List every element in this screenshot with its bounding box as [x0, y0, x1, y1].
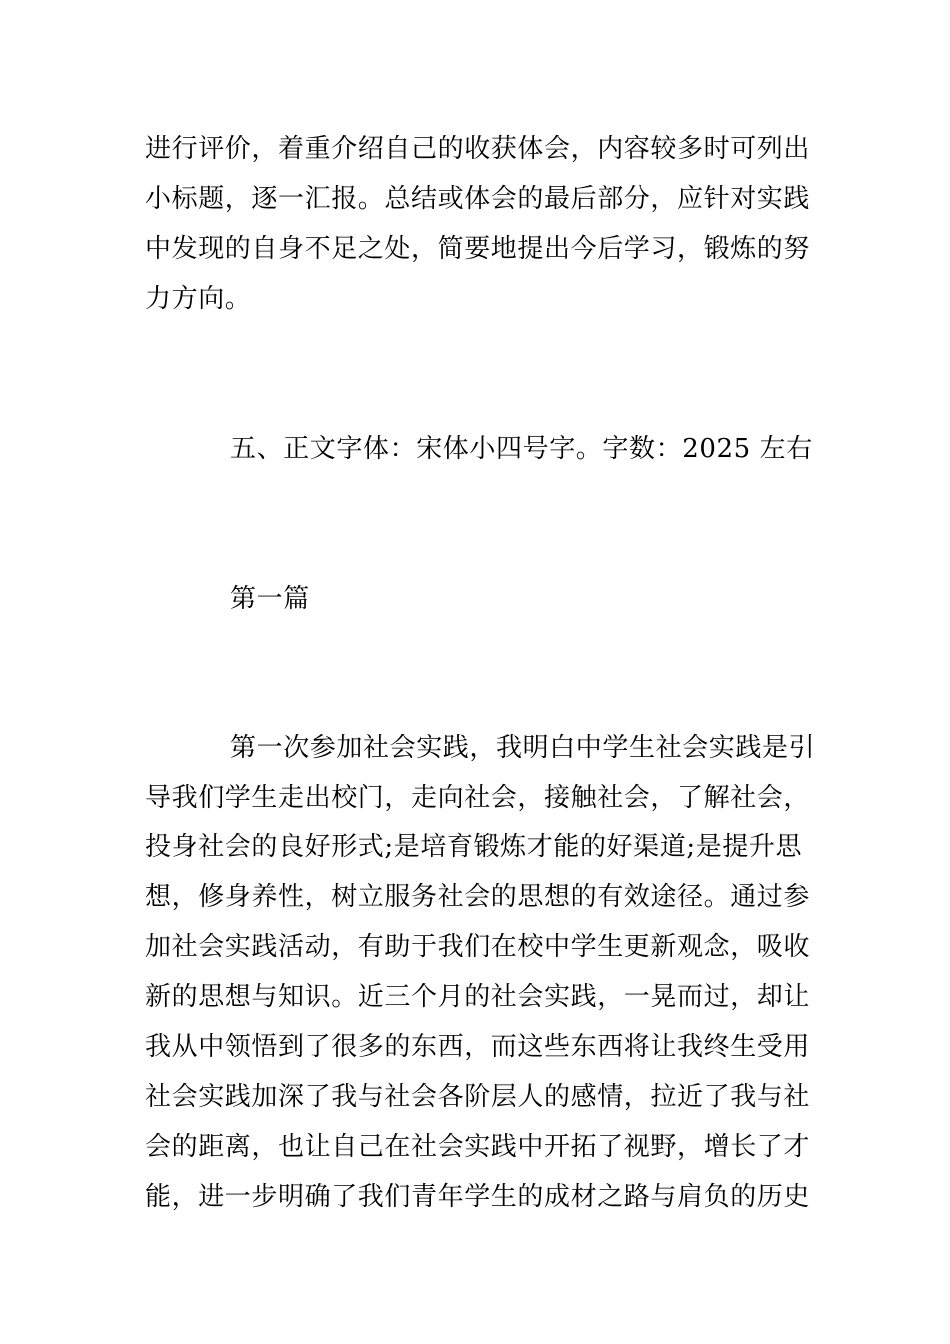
paragraph-line: 会的距离，也让自己在社会实践中开拓了视野，增长了才	[145, 1132, 811, 1162]
paragraph-line: 第一次参加社会实践，我明白中学生社会实践是引	[230, 733, 816, 763]
paragraph-line: 想，修身养性，树立服务社会的思想的有效途径。通过参	[145, 882, 811, 912]
paragraph-line: 新的思想与知识。近三个月的社会实践，一晃而过，却让	[145, 982, 811, 1012]
paragraph-line: 投身社会的良好形式;是培育锻炼才能的好渠道;是提升思	[145, 832, 803, 862]
paragraph-line: 进行评价，着重介绍自己的收获体会，内容较多时可列出	[145, 134, 811, 164]
paragraph-line: 导我们学生走出校门，走向社会，接触社会，了解社会，	[145, 783, 811, 813]
paragraph-line: 加社会实践活动，有助于我们在校中学生更新观念，吸收	[145, 932, 811, 962]
paragraph-line: 小标题，逐一汇报。总结或体会的最后部分，应针对实践	[145, 184, 811, 214]
paragraph-line: 能，进一步明确了我们青年学生的成材之路与肩负的历史	[145, 1182, 811, 1212]
section-heading: 五、正文字体：宋体小四号字。字数：2025 左右	[230, 434, 813, 464]
paragraph-line: 中发现的自身不足之处，简要地提出今后学习，锻炼的努	[145, 234, 811, 264]
paragraph-line: 社会实践加深了我与社会各阶层人的感情，拉近了我与社	[145, 1082, 811, 1112]
paragraph-line: 力方向。	[145, 284, 252, 314]
chapter-heading: 第一篇	[230, 584, 310, 614]
paragraph-line: 我从中领悟到了很多的东西，而这些东西将让我终生受用	[145, 1032, 811, 1062]
